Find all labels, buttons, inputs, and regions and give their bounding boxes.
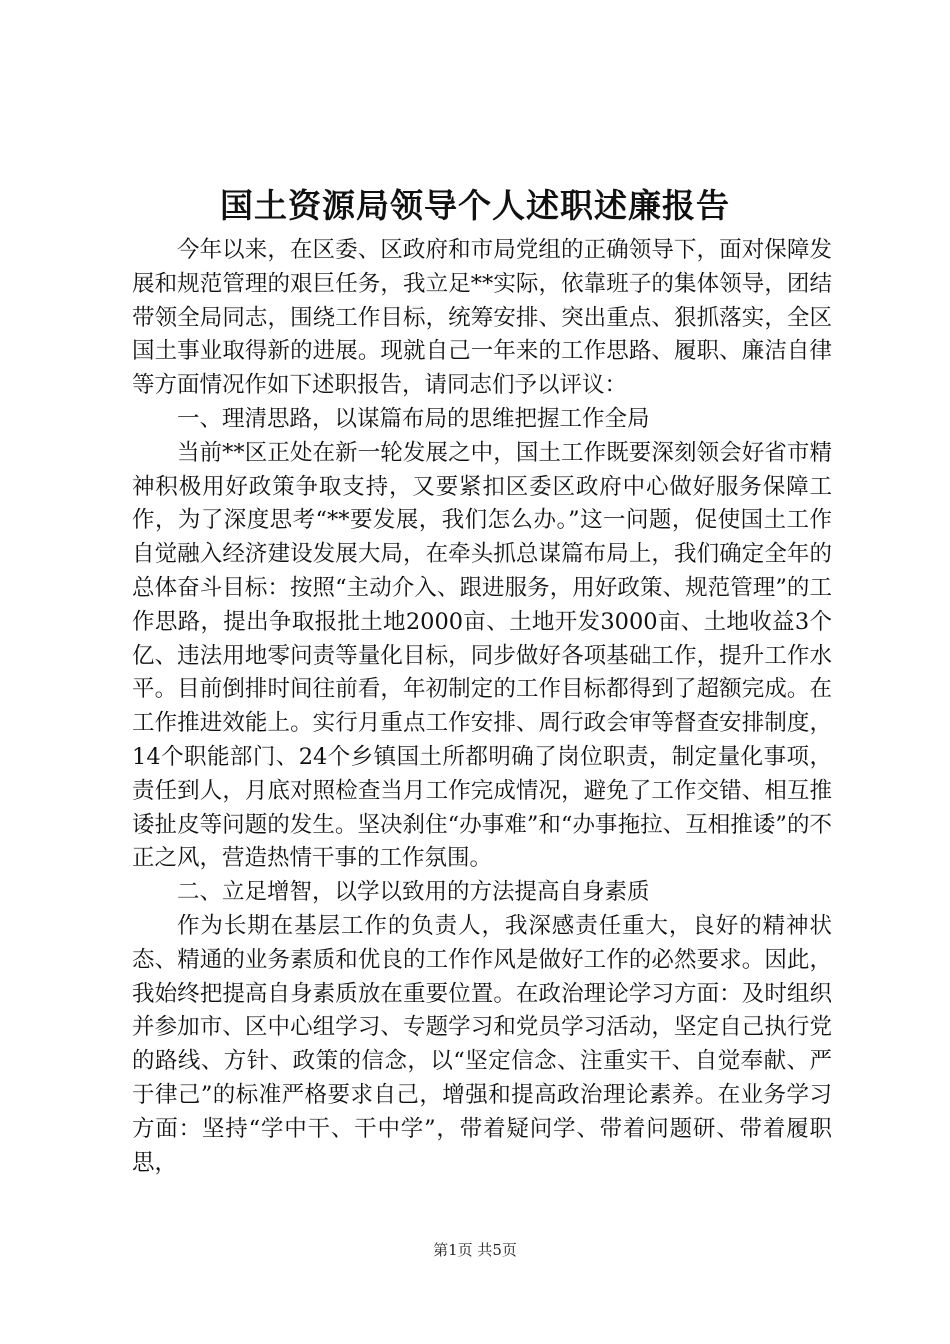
page-number-footer: 第1页 共5页 <box>433 1241 517 1259</box>
section-heading-2: 二、立足增智，以学以致用的方法提高自身素质 <box>177 879 650 906</box>
paragraph-intro: 今年以来，在区委、区政府和市局党组的正确领导下，面对保障发展和规范管理的艰巨任务，我立足**实际，依靠班子的集体领导，团结带领全局同志，围绕工作目标，统筹安排、突出重点、狠抓落实，全区国土事业取得新的进展。现就自己一年来的工作思路、履职、廉洁自律等方面情况作如下述职报告，请同志们予以评议： <box>132 237 832 399</box>
document-body <box>132 234 832 1180</box>
paragraph-section-2: 作为长期在基层工作的负责人，我深感责任重大，良好的精神状态、精通的业务素质和优良的工作作风是做好工作的必然要求。因此，我始终把提高自身素质放在重要位置。在政治理论学习方面：及时组织并参加市、区中心组学习、专题学习和党员学习活动，坚定自己执行党的路线、方针、政策的信念，以“坚定信念、注重实干、自觉奉献、严于律己”的标准严格要求自己，增强和提高政治理论素养。在业务学习方面：坚持“学中干、干中学”，带着疑问学、带着问题研、带着履职思， <box>132 912 832 1176</box>
section-heading-1: 一、理清思路，以谋篇布局的思维把握工作全局 <box>177 405 650 432</box>
paragraph-section-1: 当前**区正处在新一轮发展之中，国土工作既要深刻领会好省市精神积极用好政策争取支持，又要紧扣区委区政府中心做好服务保障工作，为了深度思考“**要发展，我们怎么办。”这一问题，促使国土工作自觉融入经济建设发展大局，在牵头抓总谋篇布局上，我们确定全年的总体奋斗目标：按照“主动介入、跟进服务，用好政策、规范管理”的工作思路，提出争取报批土地2000亩、土地开发3000亩、土地收益3个亿、违法用地零问责等量化目标，同步做好各项基础工作，提升工作水平。目前倒排时间往前看，年初制定的工作目标都得到了超额完成。在工作推进效能上。实行月重点工作安排、周行政会审等督查安排制度，14个职能部门、24个乡镇国土所都明确了岗位职责，制定量化事项，责任到人，月底对照检查当月工作完成情况，避免了工作交错、相互推诿扯皮等问题的发生。坚决刹住“办事难”和“办事拖拉、互相推诿”的不正之风，营造热情干事的工作氛围。 <box>132 439 832 872</box>
document-title: 国土资源局领导个人述职述廉报告 <box>220 186 730 225</box>
